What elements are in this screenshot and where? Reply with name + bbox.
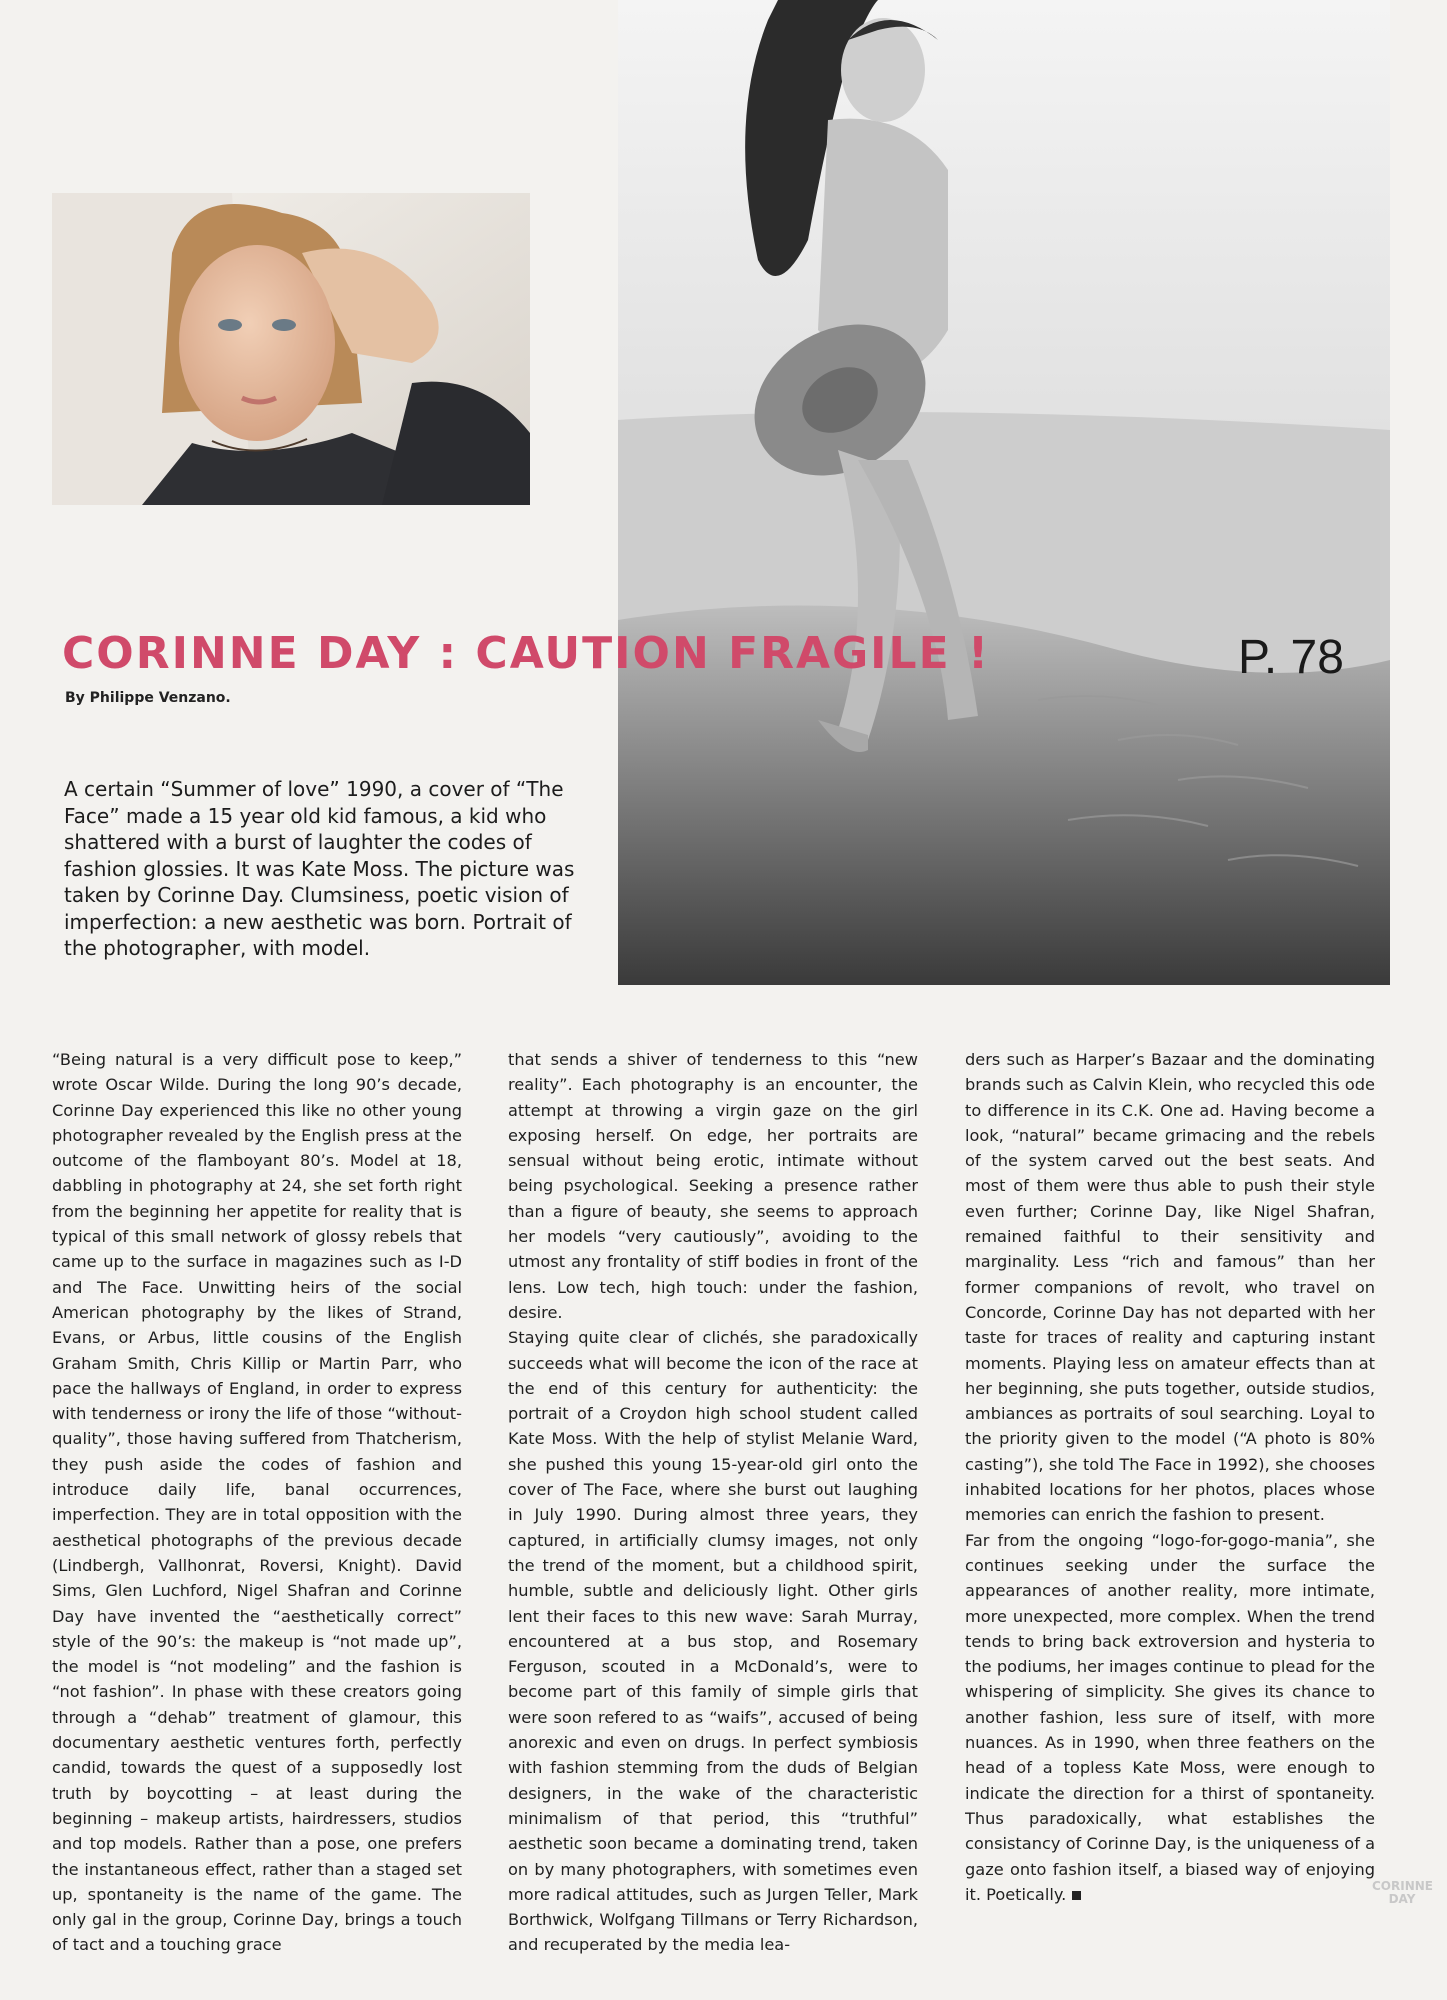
paragraph-text: Far from the ongoing “logo-for-gogo-mania”, she continues seeking under the surface the appearances of another reality, more intimate, more unexpected, more complex. When the trend tends to bring back extroversion and hysteria to the podiums, her images continue to plead for the whispering of simplicity. She gives its chance to another fashion, less sure of itself, with more nuances. As in 1990, when three feathers on the head of a topless Kate Moss, were enough to indicate the direction for a thirst of spontaneity. Thus paradoxically, what establishes the consistancy of Corinne Day, is the uniqueness of a gaze onto fashion itself, a biased way of enjoying it. Poetically.	[965, 1530, 1375, 1904]
beach-photo	[618, 0, 1390, 985]
paragraph: ders such as Harper’s Bazaar and the dominating brands such as Calvin Klein, who recycled this ode to difference in its C.K. One ad. Having become a look, “natural” became grimacing and the rebels of the system carved out the best seats. And most of them were thus able to push their style even further; Corinne Day, like Nigel Shafran, remained faithful to their sensitivity and marginality. Less “rich and famous” than her former companions of revolt, who travel on Concorde, Corinne Day has not departed with her taste for traces of reality and capturing instant moments. Playing less on amateur effects than at her beginning, she puts together, outside studios, ambiances as portraits of soul searching. Loyal to the priority given to the model (“A photo is 80% casting”), she told The Face in 1992), she chooses inhabited locations for her photos, places whose memories can enrich the fashion to present.	[965, 1050, 1375, 1525]
article-title: CORINNE DAY : CAUTION FRAGILE !	[62, 628, 991, 679]
byline: By Philippe Venzano.	[65, 690, 231, 706]
body-column-1	[52, 1047, 462, 1987]
body-column-2	[508, 1047, 918, 1987]
paragraph: “Being natural is a very difficult pose to keep,” wrote Oscar Wilde. During the long 90’s decade, Corinne Day experienced this like no other young photographer revealed by the English press at the outcome of the flamboyant 80’s. Model at 18, dabbling in photography at 24, she set forth right from the beginning her appetite for reality that is typical of this small network of glossy rebels that came up to the surface in magazines such as I-D and The Face. Unwitting heirs of the social American photography by the likes of Strand, Evans, or Arbus, little cousins of the English Graham Smith, Chris Killip or Martin Parr, who pace the hallways of England, in order to express with tenderness or irony the life of those “without-quality”, those having suffered from Thatcherism, they push aside the codes of fashion and introduce daily life, banal occurrences, imperfection. They are in total opposition with the aesthetical photographs of the previous decade (Lindbergh, Vallhonrat, Roversi, Knight). David Sims, Glen Luchford, Nigel Shafran and Corinne Day have invented the “aesthetically correct” style of the 90’s: the makeup is “not made up”, the model is “not modeling” and the fashion is “not fashion”. In phase with these creators going through a “dehab” treatment of glamour, this documentary aesthetic ventures forth, perfectly candid, towards the quest of a supposedly lost truth by boycotting – at least during the beginning – makeup artists, hairdressers, studios and top models. Rather than a pose, one prefers the instantaneous effect, rather than a staged set up, spontaneity is the name of the game. The only gal in the group, Corinne Day, brings a touch of tact and a touching grace	[52, 1050, 462, 1955]
body-column-3	[965, 1047, 1375, 1987]
intro-standfirst: A certain “Summer of love” 1990, a cover of “The Face” made a 15 year old kid famous, a kid who shattered with a burst of laughter the codes of fashion glossies. It was Kate Moss. The picture was taken by Corinne Day. Clumsiness, poetic vision of imperfection: a new aesthetic was born. Portrait of the photographer, with model.	[64, 777, 575, 960]
watermark: CORINNE DAY	[1372, 1879, 1433, 1906]
page-number: P. 78	[1238, 631, 1344, 684]
end-mark-icon	[1072, 1891, 1081, 1900]
paragraph: that sends a shiver of tenderness to this “new reality”. Each photography is an encounter, the attempt at throwing a virgin gaze on the girl exposing herself. On edge, her portraits are sensual without being erotic, intimate without being psychological. Seeking a presence rather than a figure of beauty, she seems to approach her models “very cautiously”, avoiding to the utmost any frontality of stiff bodies in front of the lens. Low tech, high touch: under the fashion, desire.	[508, 1050, 918, 1322]
paragraph: Staying quite clear of clichés, she paradoxically succeeds what will become the icon of the race at the end of this century for authenticity: the portrait of a Croydon high school student called Kate Moss. With the help of stylist Melanie Ward, she pushed this young 15-year-old girl onto the cover of The Face, where she burst out laughing in July 1990. During almost three years, they captured, in artificially clumsy images, not only the trend of the moment, but a childhood spirit, humble, subtle and deliciously light. Other girls lent their faces to this new wave: Sarah Murray, encountered at a bus stop, and Rosemary Ferguson, scouted in a McDonald’s, were to become part of this family of simple girls that were soon refered to as “waifs”, accused of being anorexic and even on drugs. In perfect symbiosis with fashion stemming from the duds of Belgian designers, in the wake of the characteristic minimalism of that period, this “truthful” aesthetic soon became a dominating trend, taken on by many photographers, with sometimes even more radical attitudes, such as Jurgen Teller, Mark Borthwick, Wolfgang Tillmans or Terry Richardson, and recuperated by the media lea-	[508, 1328, 918, 1955]
portrait-photo	[52, 193, 530, 505]
paragraph	[965, 1528, 1375, 1907]
